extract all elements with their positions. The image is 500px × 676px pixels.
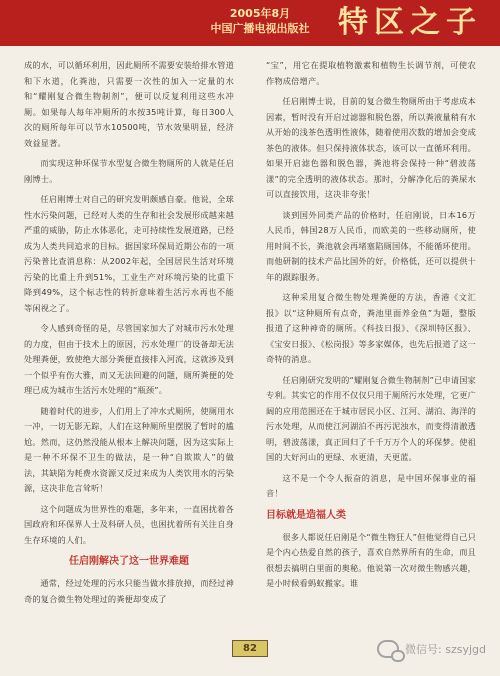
right-column <box>266 58 476 628</box>
wechat-watermark <box>377 640 486 658</box>
header-publication-info <box>160 6 360 36</box>
paragraph: 这个问题成为世界性的难题，多年来，一直困扰着各国政府和环保界人士及科研人员，也困扰着所有关注自身生存环境的人们。 <box>24 503 234 545</box>
publisher-name: 中国广播电视出版社 <box>210 22 310 35</box>
magazine-header <box>0 0 500 46</box>
paragraph: 谈到国外同类产品的价格时，任启刚说，日本16万人民币，韩国28万人民币，而欧美的一些移动厕所，使用时间不长，粪池就会再堵塞陷厕国体，不能循环使用。而他研制的技术产品比国外的好，价格低，还可以提供十年的跟踪服务。 <box>266 209 476 282</box>
section-heading: 任启刚解决了这一世界难题 <box>69 556 189 567</box>
paragraph: 随着时代的进步，人们用上了冲水式厕所，使厕用水一冲，一切无影无踪，人们在这种厕所里摆脱了暂时的尴尬。然而，这仍然没能从根本上解决问题，因为这实际上是一种不环保不卫生的做法，是一种“自欺欺人”的做法，其缺陷为耗费水资源又反过来成为人类饮用水的污染源，这决非危言耸听！ <box>24 405 234 493</box>
paragraph: 任启刚博士说，目前的复合微生物厕所由于考虑成本因素，暂时没有开启过滤器和脱色器，所以粪液量稍有水从开始的浅茶色透明性液体，随着使用次数的增加会变成茶色的液体。但只保持液体状态，该可以一直循环利用。如果开启滤色器和脱色器，粪池将会保持一种“碧波荡漾”的完全透明的液体状态。那时，分解净化后的粪屎水可以直接饮用，这决非夸张！ <box>266 96 476 199</box>
paragraph: 任启刚研究发明的“耀刚复合微生物制剂”已申请国家专利。其实它的作用不仅仅只用于厕所污水处理，它更广阔的应用范围还在于城市居民小区、江河、湖泊、海洋的污水处理，从而使江河湖泊不再污泥浊水，而变得清澈透明，碧波荡漾，真正回归了千千万万个人的环保梦。使祖国的大好河山的更绿、水更清，天更蓝。 <box>266 374 476 462</box>
paragraph: 而实现这种环保节水型复合微生物厕所的人就是任启刚博士。 <box>24 158 234 184</box>
paragraph: 任启刚博士对自己的研究发明颇感自豪。他说，全球性水污染问题，已经对人类的生存和社会发展形成越来越严重的威胁，防止水体恶化，走可持续性发展道路，已经成为人类共同追求的目标。据国家环保局近期公布的一项污染普比查消息称：从2002年起，全国居民生活对环境污染的比重上升到51%，工业生产对环境污染的比重下降到49%，这个标志性的转折意味着生活污水再也不能等闲视之了。 <box>24 194 234 313</box>
wechat-id: 微信号: szsyjgd <box>405 643 486 656</box>
wechat-icon <box>377 640 399 658</box>
issue-date: 2005年8月 <box>229 7 291 20</box>
paragraph: 令人感到奇怪的是，尽管国家加大了对城市污水处理的力度，但由于技术上的原因，污水处理厂的设备却无法处理粪便，致使绝大部分粪便直接排入河流，这就涉及到一个似乎有伤大雅，而又无法回避的问题，厕所粪便的处理已成为城市生活污水处理的“瓶颈”。 <box>24 323 234 395</box>
paragraph: 成的水，可以循环利用，因此厕所不需要安装给排水管道和下水道，化粪池，只需要一次性的加入一定量的水和“耀刚复合微生物制剂”，便可以反复利用这些水冲厕。如果每人每年冲厕所的水按35吨计算，每日300人次的厕所每年可以节水10500吨，节水效果明显，经济效益显著。 <box>24 60 234 148</box>
paragraph: 通常，经过处理的污水只能当做水排放掉，而经过神奇的复合微生物处理过的粪便却变成了 <box>24 578 234 604</box>
article-page <box>24 58 476 628</box>
paragraph: 这种采用复合微生物处理粪便的方法，香港《文汇报》以“这种厕所有点奇，粪池里面养金鱼”为题，整版报道了这种神奇的厕所。《科技日报》、《深圳特区报》、《宝安日报》、《松岗报》等多家媒体，也先后报道了这一奇特的消息。 <box>266 292 476 364</box>
section-heading: 目标就是造福人类 <box>266 509 346 521</box>
magazine-title: 特区之子 <box>338 5 482 40</box>
paragraph: “宝”，用它在提取植物激素和植物生长调节剂，可使农作物成倍增产。 <box>266 60 476 86</box>
page-number: 82 <box>232 640 268 657</box>
paragraph: 很多人都说任启刚是个“微生物狂人”但他觉得自己只是个内心热爱自然的孩子，喜欢自然界所有的生命，而且很想去搞明白里面的奥秘。他说第一次对微生物感兴趣，是小时候看蚂蚁搬家。谁 <box>266 531 476 588</box>
paragraph: 这不是一个令人振奋的消息，是中国环保事业的福音！ <box>266 472 476 498</box>
left-column <box>24 58 234 628</box>
